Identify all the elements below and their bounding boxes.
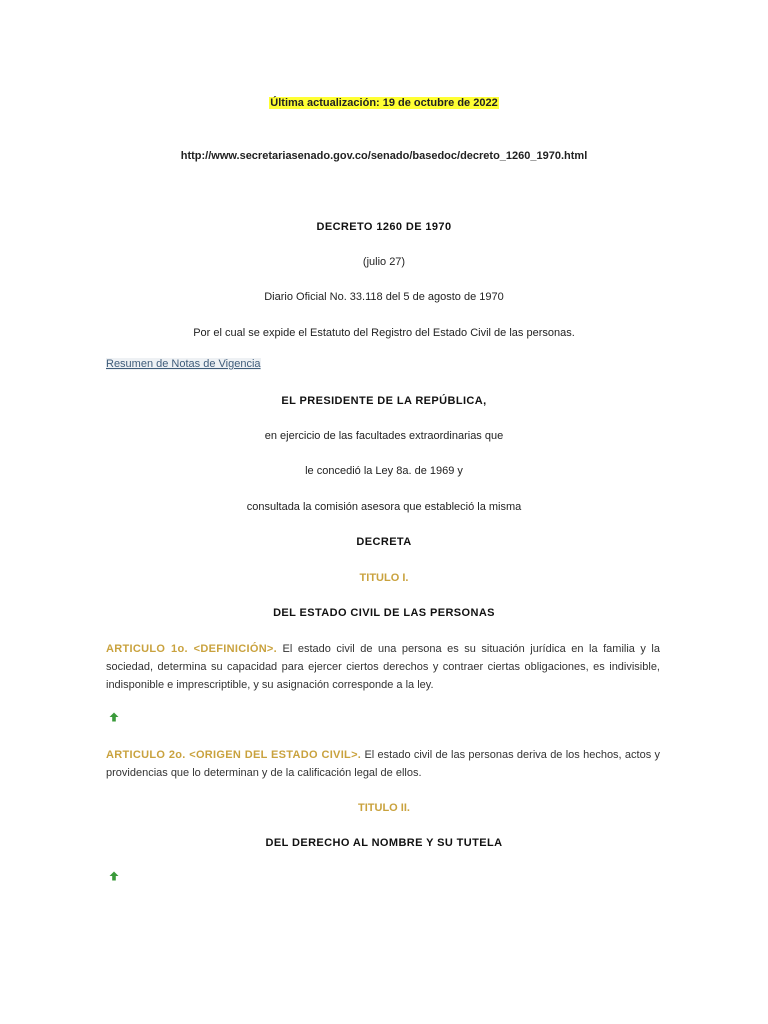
articulo-1-label: ARTICULO 1o. <DEFINICIÓN>.	[106, 643, 278, 655]
notes-link[interactable]: Resumen de Notas de Vigencia	[106, 358, 261, 370]
decree-date: (julio 27)	[362, 256, 406, 268]
decree-title: DECRETO 1260 DE 1970	[316, 221, 452, 233]
articulo-1	[106, 640, 660, 694]
up-arrow-icon-2[interactable]	[109, 871, 119, 881]
preamble-line-1: en ejercicio de las facultades extraordinarias que	[264, 430, 504, 442]
titulo-2-heading: DEL DERECHO AL NOMBRE Y SU TUTELA	[265, 837, 503, 849]
source-url: http://www.secretariasenado.gov.co/senado/basedoc/decreto_1260_1970.html	[180, 150, 588, 162]
articulo-2-label: ARTICULO 2o. <ORIGEN DEL ESTADO CIVIL>.	[106, 749, 362, 761]
decree-summary: Por el cual se expide el Estatuto del Registro del Estado Civil de las personas.	[193, 327, 575, 339]
up-arrow-icon[interactable]	[109, 712, 119, 722]
articulo-1-text: El estado civil de una persona es su situación jurídica en la familia y la sociedad, determina su capacidad para ejercer ciertos derechos y contraer ciertas obligaciones, es indivisible, indisponible e imprescriptible, y su asignación corresponde a la ley.	[106, 643, 660, 691]
last-update-line	[0, 96, 768, 110]
titulo-2-label: TITULO II.	[358, 802, 410, 814]
titulo-1-heading: DEL ESTADO CIVIL DE LAS PERSONAS	[273, 607, 495, 619]
gazette-line: Diario Oficial No. 33.118 del 5 de agosto de 1970	[264, 291, 504, 303]
decreta-heading: DECRETA	[356, 536, 412, 548]
articulo-2-text: El estado civil de las personas deriva de los hechos, actos y providencias que lo determinan y de la calificación legal de ellos.	[106, 749, 661, 779]
preamble-line-3: consultada la comisión asesora que estableció la misma	[246, 501, 522, 513]
authority-heading: EL PRESIDENTE DE LA REPÚBLICA,	[281, 395, 487, 407]
last-update-text: Última actualización: 19 de octubre de 2022	[270, 97, 498, 109]
preamble-line-2: le concedió la Ley 8a. de 1969 y	[305, 465, 463, 477]
articulo-2	[106, 746, 660, 782]
titulo-1-label: TITULO I.	[359, 572, 409, 584]
